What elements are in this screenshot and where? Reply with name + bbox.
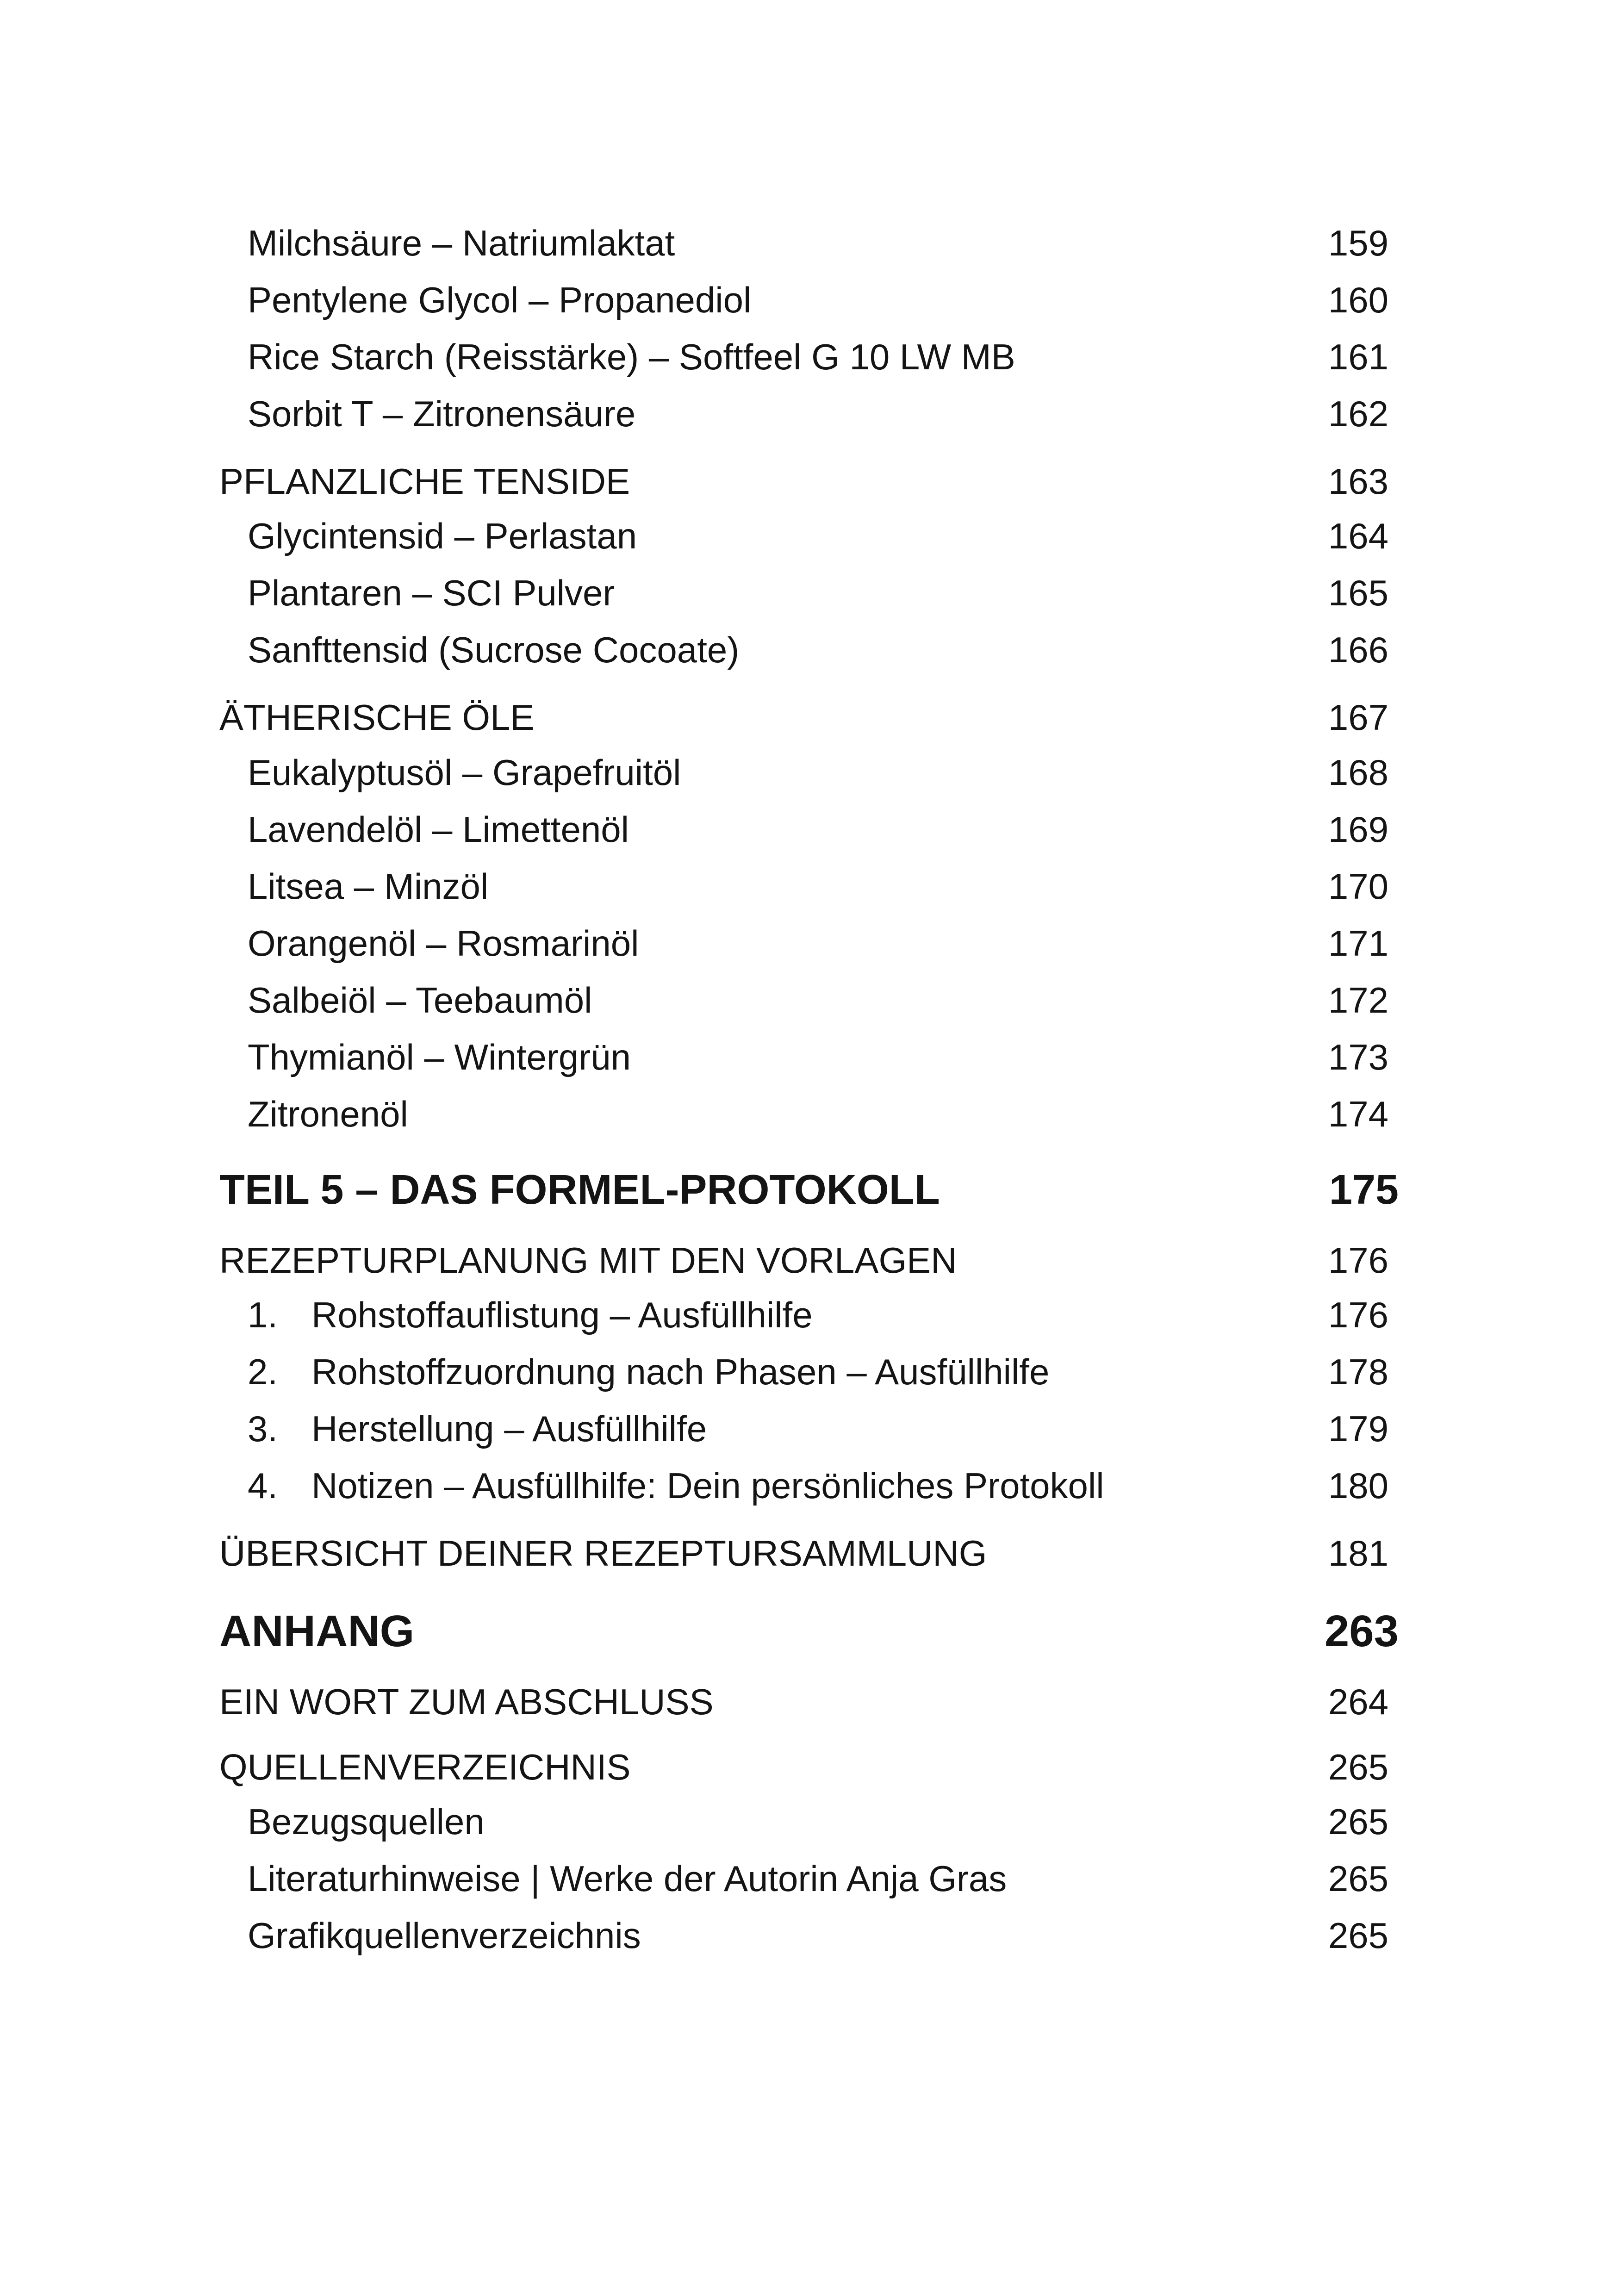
toc-section-title: ÜBERSICHT DEINER REZEPTURSAMMLUNG [219,1533,987,1574]
toc-entry-page: 164 [1328,516,1388,556]
toc-entry-title: Rohstoffzuordnung nach Phasen – Ausfüllhilfe [311,1351,1050,1392]
toc-entry-title: Zitronenöl [248,1094,408,1134]
toc-part-title: TEIL 5 – DAS FORMEL-PROTOKOLL [219,1167,940,1213]
toc-entry-title: Sanfttensid (Sucrose Cocoate) [248,629,740,670]
toc-section-title: PFLANZLICHE TENSIDE [219,461,630,502]
toc-entry[interactable] [0,1408,1618,1468]
toc-section-heading[interactable] [0,697,1618,757]
toc-entry[interactable] [0,336,1618,396]
toc-entry-page: 265 [1328,1915,1388,1956]
toc-entry[interactable] [0,515,1618,575]
toc-entry-page: 263 [1324,1606,1399,1656]
toc-entry-page: 160 [1328,280,1388,320]
toc-entry-title: Rohstoffauflistung – Ausfüllhilfe [311,1294,813,1335]
toc-entry-number: 2. [248,1351,278,1392]
toc-entry-page: 175 [1329,1167,1399,1213]
toc-entry[interactable] [0,1036,1618,1096]
toc-entry-page: 176 [1328,1240,1388,1281]
toc-entry-page: 163 [1328,461,1388,502]
toc-entry-page: 176 [1328,1294,1388,1335]
toc-entry[interactable] [0,1801,1618,1861]
toc-entry[interactable] [0,1093,1618,1153]
toc-entry-page: 159 [1328,223,1388,263]
toc-entry-title: Lavendelöl – Limettenöl [248,809,629,850]
toc-entry[interactable] [0,1465,1618,1525]
toc-entry-title: Grafikquellenverzeichnis [248,1915,641,1956]
toc-entry[interactable] [0,629,1618,689]
toc-entry-number: 1. [248,1294,278,1335]
toc-entry-page: 171 [1328,923,1388,964]
toc-entry[interactable] [0,572,1618,632]
toc-entry[interactable] [0,1351,1618,1411]
toc-entry[interactable] [0,752,1618,812]
toc-section-title: EIN WORT ZUM ABSCHLUSS [219,1681,714,1722]
toc-entry-title: Herstellung – Ausfüllhilfe [311,1408,707,1449]
toc-entry[interactable] [0,922,1618,983]
toc-section-heading[interactable] [0,1239,1618,1300]
toc-entry-title: Salbeiöl – Teebaumöl [248,980,592,1020]
toc-section-heading[interactable] [0,1532,1618,1593]
toc-part-heading[interactable] [0,1606,1618,1666]
toc-entry-title: Orangenöl – Rosmarinöl [248,923,639,964]
toc-entry[interactable] [0,865,1618,926]
toc-entry-title: Plantaren – SCI Pulver [248,572,615,613]
toc-entry-page: 174 [1328,1094,1388,1134]
toc-section-title: QUELLENVERZEICHNIS [219,1747,631,1787]
toc-entry-title: Glycintensid – Perlastan [248,516,637,556]
toc-entry-title: Literaturhinweise | Werke der Autorin Anja Gras [248,1858,1007,1899]
toc-entry-number: 4. [248,1465,278,1506]
toc-entry[interactable] [0,279,1618,339]
toc-entry-page: 179 [1328,1408,1388,1449]
toc-section-heading[interactable] [0,460,1618,521]
toc-entry[interactable] [0,222,1618,282]
toc-part-heading[interactable] [0,1166,1618,1226]
toc-entry-page: 169 [1328,809,1388,850]
toc-entry-page: 178 [1328,1351,1388,1392]
toc-entry-title: Milchsäure – Natriumlaktat [248,223,675,263]
toc-entry-title: Litsea – Minzöl [248,866,489,907]
toc-entry-title: Thymianöl – Wintergrün [248,1037,631,1077]
toc-entry-title: Rice Starch (Reisstärke) – Softfeel G 10 LW MB [248,336,1015,377]
toc-section-title: REZEPTURPLANUNG MIT DEN VORLAGEN [219,1240,957,1281]
toc-entry-page: 265 [1328,1801,1388,1842]
toc-entry-page: 264 [1328,1681,1388,1722]
toc-entry[interactable] [0,1915,1618,1975]
toc-entry-page: 168 [1328,752,1388,793]
toc-entry-page: 265 [1328,1858,1388,1899]
toc-entry-page: 162 [1328,393,1388,434]
toc-entry-title: Bezugsquellen [248,1801,485,1842]
toc-entry-title: Sorbit T – Zitronensäure [248,393,636,434]
toc-section-title: ÄTHERISCHE ÖLE [219,697,535,738]
toc-entry-page: 167 [1328,697,1388,738]
toc-entry-page: 170 [1328,866,1388,907]
toc-entry[interactable] [0,979,1618,1039]
toc-entry-title: Notizen – Ausfüllhilfe: Dein persönliches Protokoll [311,1465,1104,1506]
toc-entry[interactable] [0,1294,1618,1354]
toc-entry-title: Pentylene Glycol – Propanediol [248,280,752,320]
toc-entry-page: 172 [1328,980,1388,1020]
toc-part-title: ANHANG [219,1606,415,1656]
toc-entry-page: 181 [1328,1533,1388,1574]
toc-entry-title: Eukalyptusöl – Grapefruitöl [248,752,681,793]
toc-section-heading[interactable] [0,1681,1618,1741]
toc-entry[interactable] [0,393,1618,453]
toc-entry-page: 173 [1328,1037,1388,1077]
toc-entry-page: 165 [1328,572,1388,613]
toc-section-heading[interactable] [0,1746,1618,1806]
toc-entry[interactable] [0,1858,1618,1918]
toc-entry-page: 265 [1328,1747,1388,1787]
toc-entry-page: 161 [1328,336,1388,377]
toc-entry-page: 166 [1328,629,1388,670]
toc-entry-number: 3. [248,1408,278,1449]
toc-entry[interactable] [0,809,1618,869]
toc-entry-page: 180 [1328,1465,1388,1506]
